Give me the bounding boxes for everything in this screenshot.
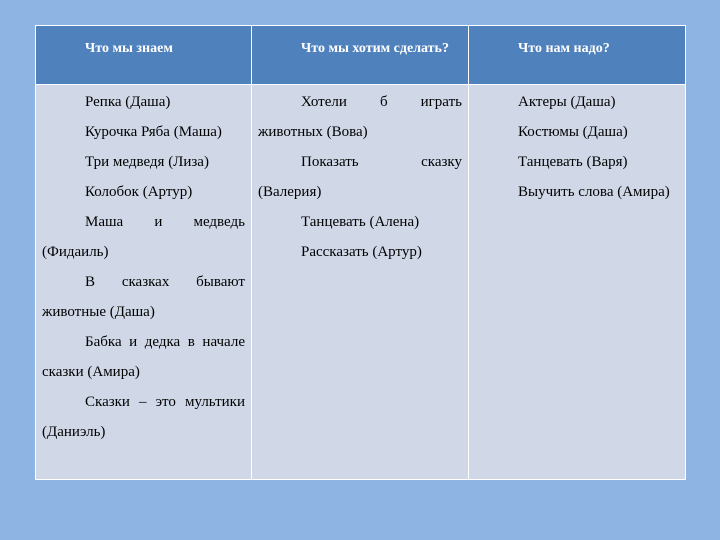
header-row [36, 26, 686, 85]
list-item: Выучить слова (Амира) [517, 184, 670, 200]
list-item: В сказках бывают животные (Даша) [42, 274, 245, 320]
list-item: Сказки – это мультики (Даниэль) [42, 394, 245, 440]
header-want [251, 26, 468, 85]
header-need [468, 26, 685, 85]
list-item: Показать сказку (Валерия) [257, 154, 462, 200]
header-need-text: Что нам надо? [517, 41, 610, 56]
list-item: Костюмы (Даша) [517, 124, 628, 140]
cell-know [36, 85, 252, 480]
list-item: Репка (Даша) [85, 94, 171, 110]
list-item: Бабка и дедка в начале сказки (Амира) [42, 334, 245, 380]
list-item: Танцевать (Варя) [517, 154, 628, 170]
list-item: Рассказать (Артур) [300, 244, 422, 260]
header-know-text: Что мы знаем [85, 41, 173, 56]
list-item: Курочка Ряба (Маша) [85, 124, 222, 140]
list-item: Маша и медведь (Фидаиль) [42, 214, 245, 260]
list-item: Колобок (Артур) [85, 184, 193, 200]
cell-need [468, 85, 685, 480]
header-want-text: Что мы хотим сделать? [300, 41, 449, 56]
header-know [36, 26, 252, 85]
list-item: Три медведя (Лиза) [85, 154, 209, 170]
body-row [36, 85, 686, 480]
list-item: Танцевать (Алена) [300, 214, 420, 230]
kwl-table [35, 25, 686, 480]
cell-want [251, 85, 468, 480]
list-item: Актеры (Даша) [517, 94, 616, 110]
list-item: Хотели б играть животных (Вова) [257, 94, 462, 140]
